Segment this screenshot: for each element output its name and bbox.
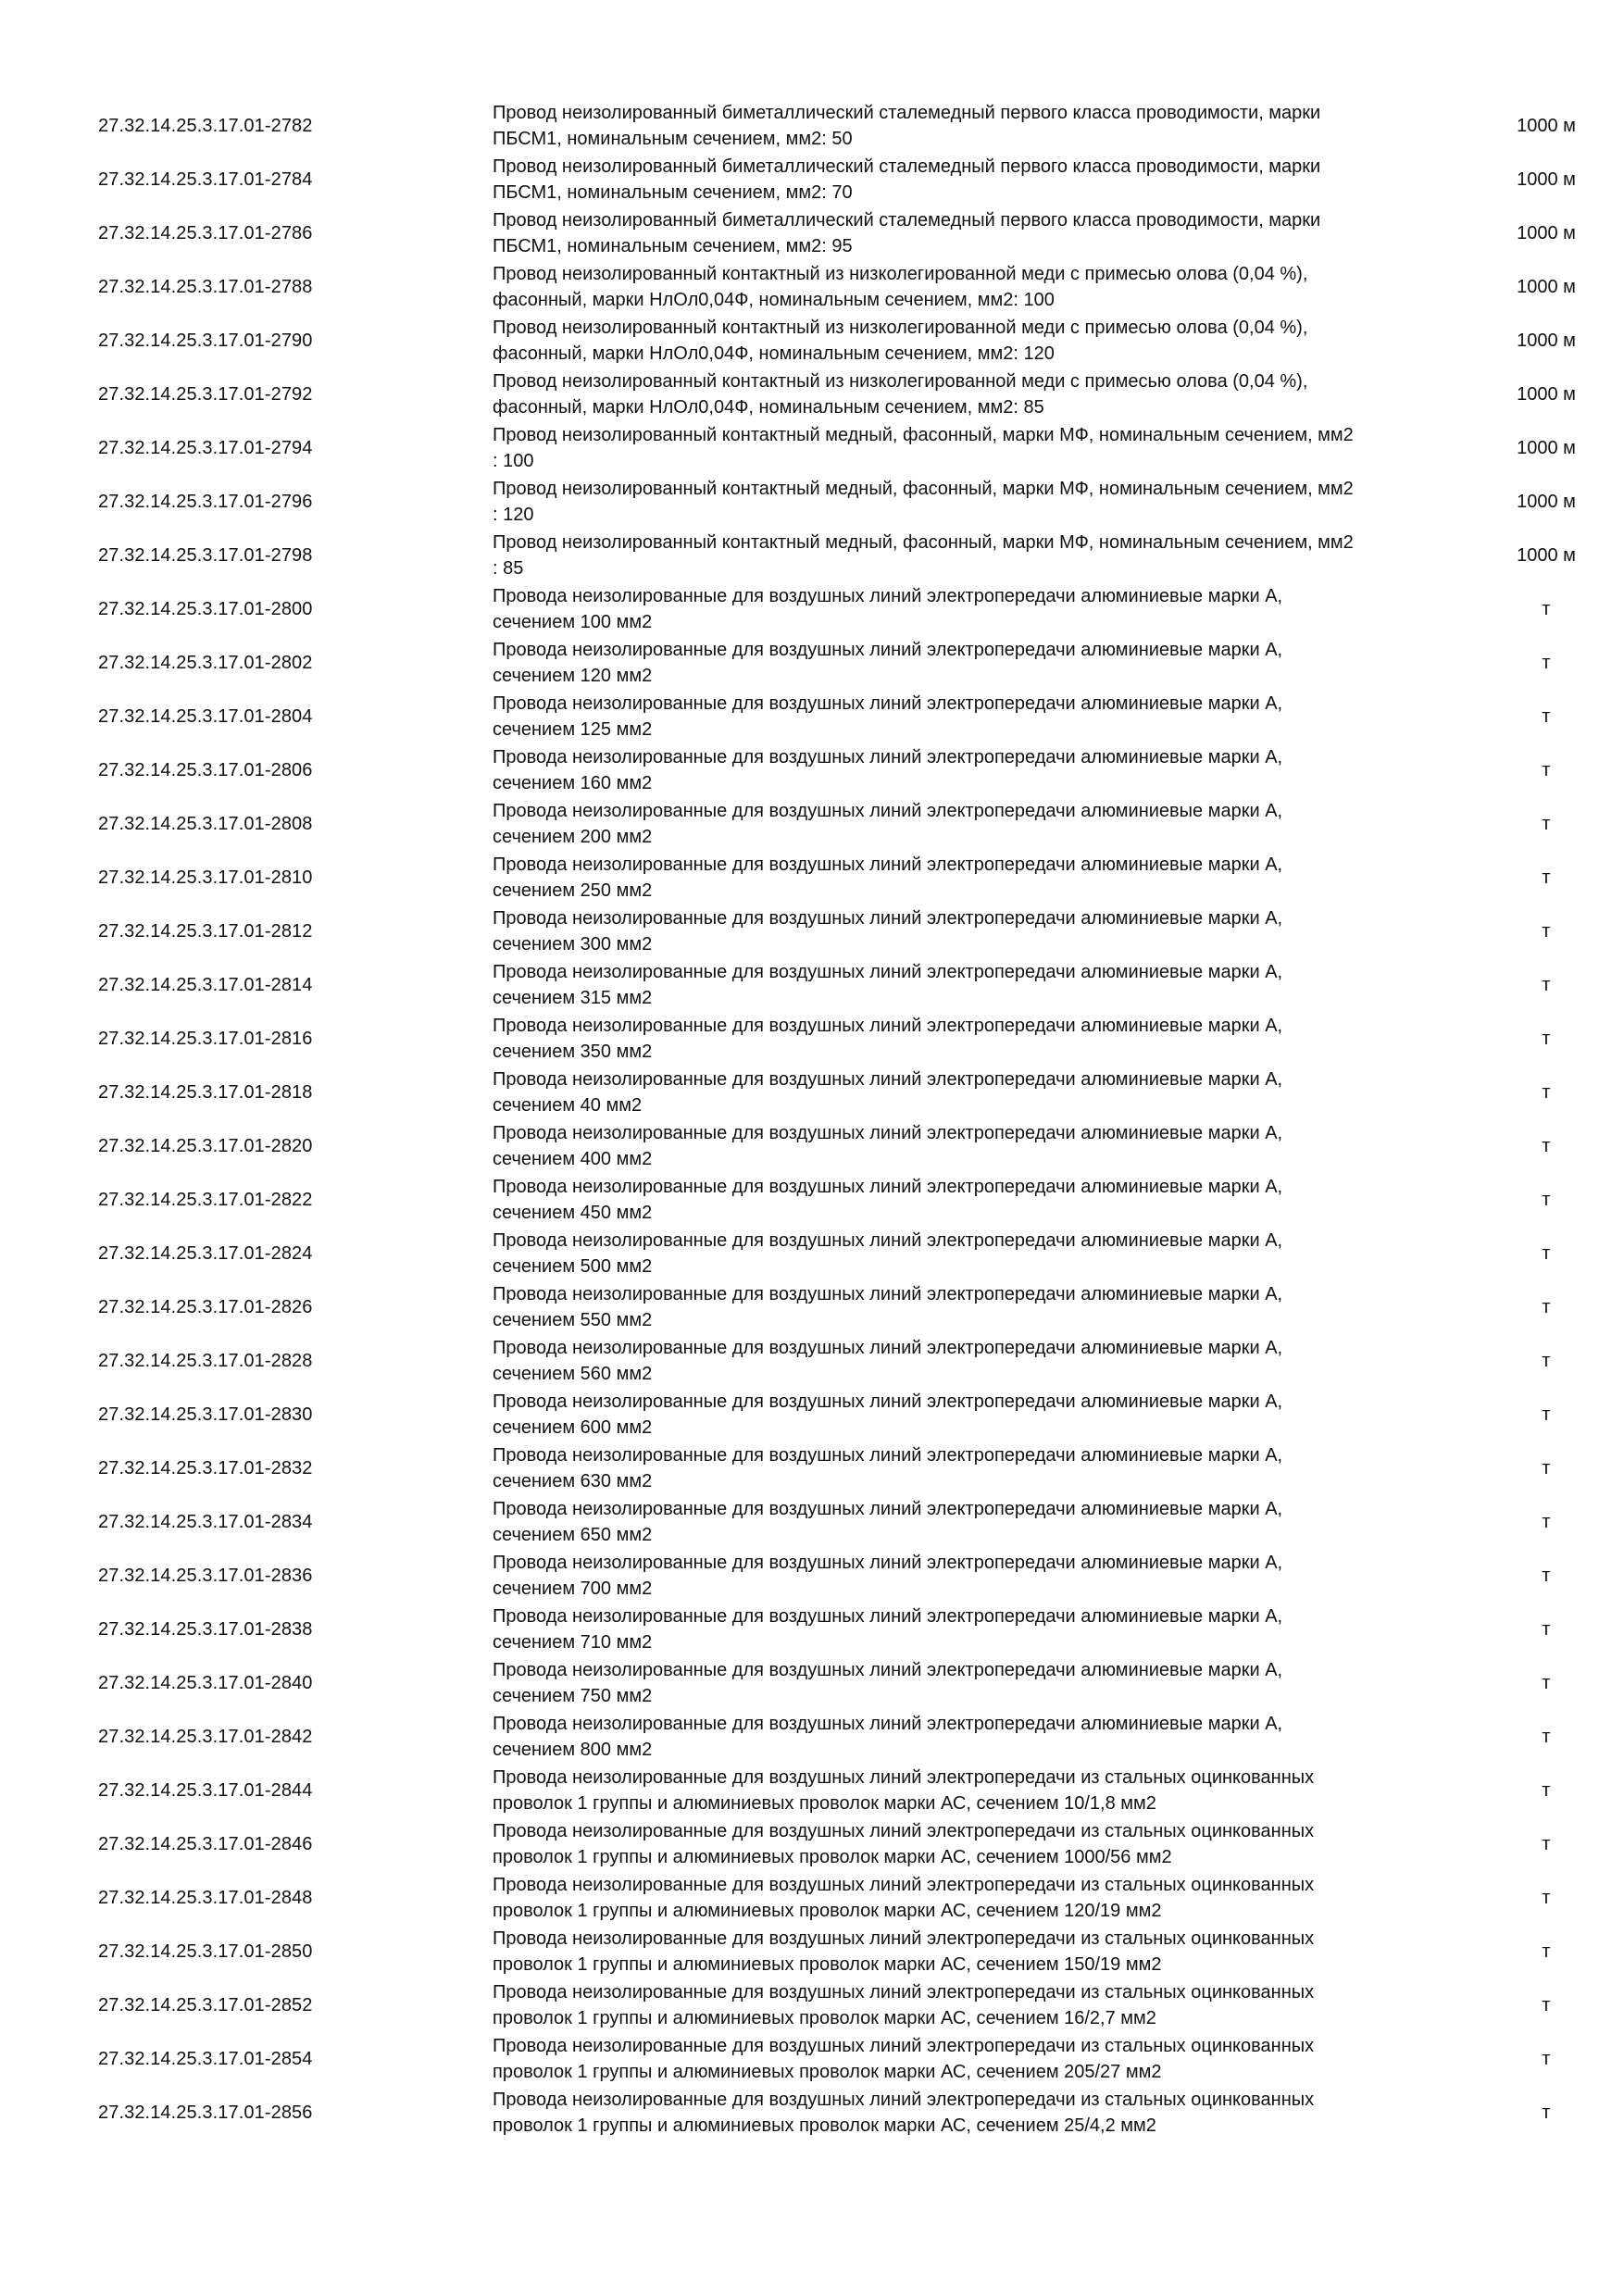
row-description-line: Провода неизолированные для воздушных линий электропередачи алюминиевые марки А,	[493, 1123, 1283, 1143]
row-description	[493, 797, 1465, 851]
row-description-line: проволок 1 группы и алюминиевых проволок марки АС, сечением 25/4,2 мм2	[493, 2115, 1156, 2136]
row-description-line: ПБСМ1, номинальным сечением, мм2: 95	[493, 236, 853, 256]
row-unit: т	[1542, 1726, 1551, 1747]
row-description	[493, 1871, 1465, 1925]
table-row	[0, 1280, 1624, 1334]
row-description	[493, 743, 1465, 797]
row-unit: т	[1542, 1994, 1551, 2015]
row-code: 27.32.14.25.3.17.01-2818	[98, 1081, 313, 1103]
table-row	[0, 1227, 1624, 1280]
table-row	[0, 1388, 1624, 1441]
row-code: 27.32.14.25.3.17.01-2812	[98, 920, 313, 942]
row-description	[493, 1817, 1465, 1871]
row-description	[493, 1334, 1465, 1388]
row-description-line: Провода неизолированные для воздушных линий электропередачи алюминиевые марки А,	[493, 1177, 1283, 1197]
row-description-line: Провод неизолированный контактный медный, фасонный, марки МФ, номинальным сечением, мм2	[493, 425, 1354, 445]
row-description	[493, 1710, 1465, 1764]
row-description-line: сечением 125 мм2	[493, 719, 653, 740]
row-description	[493, 421, 1465, 475]
row-unit: т	[1542, 1511, 1551, 1532]
row-unit: т	[1542, 1135, 1551, 1156]
table-row	[0, 1066, 1624, 1119]
row-description-line: Провода неизолированные для воздушных линий электропередачи алюминиевые марки А,	[493, 747, 1283, 767]
row-description-line: сечением 400 мм2	[493, 1149, 653, 1169]
row-description-line: Провода неизолированные для воздушных линий электропередачи алюминиевые марки А,	[493, 908, 1283, 929]
row-code: 27.32.14.25.3.17.01-2832	[98, 1457, 313, 1479]
row-description-line: Провода неизолированные для воздушных линий электропередачи алюминиевые марки А,	[493, 1499, 1283, 1519]
row-description-line: проволок 1 группы и алюминиевых проволок марки АС, сечением 10/1,8 мм2	[493, 1793, 1156, 1814]
row-code: 27.32.14.25.3.17.01-2816	[98, 1028, 313, 1049]
row-code: 27.32.14.25.3.17.01-2786	[98, 222, 313, 243]
row-description-line: проволок 1 группы и алюминиевых проволок марки АС, сечением 16/2,7 мм2	[493, 2008, 1156, 2028]
row-description	[493, 1012, 1465, 1066]
row-description	[493, 1656, 1465, 1710]
row-description	[493, 1441, 1465, 1495]
row-code: 27.32.14.25.3.17.01-2798	[98, 544, 313, 566]
row-description-line: Провод неизолированный контактный из низколегированной меди с примесью олова (0,04 %),	[493, 371, 1308, 392]
row-unit: т	[1542, 813, 1551, 834]
row-unit: т	[1542, 1565, 1551, 1586]
row-description	[493, 314, 1465, 368]
row-unit: т	[1542, 705, 1551, 727]
row-description	[493, 905, 1465, 958]
row-description-line: Провода неизолированные для воздушных линий электропередачи алюминиевые марки А,	[493, 1714, 1283, 1734]
row-unit: т	[1542, 1618, 1551, 1640]
row-description-line: фасонный, марки НлОл0,04Ф, номинальным сечением, мм2: 120	[493, 343, 1055, 364]
row-description-line: сечением 350 мм2	[493, 1042, 653, 1062]
row-description-line: Провод неизолированный контактный из низколегированной меди с примесью олова (0,04 %),	[493, 264, 1308, 284]
row-description-line: сечением 40 мм2	[493, 1095, 643, 1116]
table-row	[0, 1603, 1624, 1656]
table-row	[0, 743, 1624, 797]
row-unit: т	[1542, 1940, 1551, 1962]
row-code: 27.32.14.25.3.17.01-2810	[98, 867, 313, 888]
table-row	[0, 797, 1624, 851]
row-description-line: сечением 710 мм2	[493, 1632, 653, 1653]
row-description	[493, 2086, 1465, 2140]
row-description-line: Провода неизолированные для воздушных линий электропередачи алюминиевые марки А,	[493, 1016, 1283, 1036]
row-code: 27.32.14.25.3.17.01-2856	[98, 2102, 313, 2123]
row-code: 27.32.14.25.3.17.01-2802	[98, 652, 313, 673]
row-description	[493, 1925, 1465, 1978]
row-description-line: сечением 250 мм2	[493, 880, 653, 901]
row-description	[493, 1549, 1465, 1603]
table-row	[0, 421, 1624, 475]
row-description-line: сечением 315 мм2	[493, 988, 653, 1008]
row-unit: 1000 м	[1517, 168, 1576, 190]
row-unit: т	[1542, 652, 1551, 673]
row-description-line: Провода неизолированные для воздушных линий электропередачи алюминиевые марки А,	[493, 1553, 1283, 1573]
table-row	[0, 1012, 1624, 1066]
row-description-line: сечением 800 мм2	[493, 1740, 653, 1760]
row-code: 27.32.14.25.3.17.01-2790	[98, 330, 313, 351]
row-description-line: : 120	[493, 505, 534, 525]
row-description	[493, 1978, 1465, 2032]
row-unit: т	[1542, 1350, 1551, 1371]
table-row	[0, 1173, 1624, 1227]
row-unit: 1000 м	[1517, 115, 1576, 136]
table-row	[0, 529, 1624, 582]
row-unit: т	[1542, 1028, 1551, 1049]
row-description-line: Провода неизолированные для воздушных линий электропередачи алюминиевые марки А,	[493, 1445, 1283, 1466]
row-description	[493, 1388, 1465, 1441]
table-row	[0, 1925, 1624, 1978]
row-description-line: Провода неизолированные для воздушных линий электропередачи из стальных оцинкованных	[493, 1928, 1315, 1949]
row-description-line: Провода неизолированные для воздушных линий электропередачи из стальных оцинкованных	[493, 1982, 1315, 2003]
row-description-line: сечением 160 мм2	[493, 773, 653, 793]
row-description-line: Провод неизолированный контактный медный, фасонный, марки МФ, номинальным сечением, мм2	[493, 532, 1354, 553]
row-description-line: проволок 1 группы и алюминиевых проволок марки АС, сечением 150/19 мм2	[493, 1954, 1162, 1975]
row-unit: т	[1542, 867, 1551, 888]
row-code: 27.32.14.25.3.17.01-2782	[98, 115, 313, 136]
table-row	[0, 1441, 1624, 1495]
row-unit: 1000 м	[1517, 222, 1576, 243]
row-code: 27.32.14.25.3.17.01-2844	[98, 1779, 313, 1801]
row-code: 27.32.14.25.3.17.01-2830	[98, 1404, 313, 1425]
row-unit: т	[1542, 1296, 1551, 1317]
row-unit: 1000 м	[1517, 330, 1576, 351]
row-unit: т	[1542, 1672, 1551, 1693]
row-description-line: Провода неизолированные для воздушных линий электропередачи алюминиевые марки А,	[493, 1606, 1283, 1627]
row-description-line: Провода неизолированные для воздушных линий электропередачи алюминиевые марки А,	[493, 962, 1283, 982]
table-row	[0, 1710, 1624, 1764]
row-description	[493, 582, 1465, 636]
row-unit: т	[1542, 1887, 1551, 1908]
row-description-line: сечением 630 мм2	[493, 1471, 653, 1491]
table-row	[0, 905, 1624, 958]
row-description	[493, 1119, 1465, 1173]
table-row	[0, 153, 1624, 206]
row-description-line: Провода неизолированные для воздушных линий электропередачи алюминиевые марки А,	[493, 693, 1283, 714]
row-code: 27.32.14.25.3.17.01-2848	[98, 1887, 313, 1908]
table-row	[0, 2032, 1624, 2086]
row-description-line: сечением 200 мм2	[493, 827, 653, 847]
row-description-line: : 85	[493, 558, 524, 579]
table-row	[0, 1549, 1624, 1603]
table-row	[0, 1764, 1624, 1817]
row-unit: т	[1542, 974, 1551, 995]
row-code: 27.32.14.25.3.17.01-2800	[98, 598, 313, 619]
table-row	[0, 1334, 1624, 1388]
row-description	[493, 1280, 1465, 1334]
table-row	[0, 958, 1624, 1012]
row-description	[493, 1764, 1465, 1817]
row-code: 27.32.14.25.3.17.01-2808	[98, 813, 313, 834]
row-description	[493, 206, 1465, 260]
row-description	[493, 1227, 1465, 1280]
row-code: 27.32.14.25.3.17.01-2784	[98, 168, 313, 190]
row-description-line: Провода неизолированные для воздушных линий электропередачи алюминиевые марки А,	[493, 586, 1283, 606]
row-code: 27.32.14.25.3.17.01-2828	[98, 1350, 313, 1371]
row-description-line: сечением 750 мм2	[493, 1686, 653, 1706]
row-description	[493, 636, 1465, 690]
row-description-line: сечением 120 мм2	[493, 666, 653, 686]
row-description-line: Провода неизолированные для воздушных линий электропередачи из стальных оцинкованных	[493, 1875, 1315, 1895]
table-row	[0, 475, 1624, 529]
row-unit: т	[1542, 1242, 1551, 1264]
row-code: 27.32.14.25.3.17.01-2806	[98, 759, 313, 780]
row-code: 27.32.14.25.3.17.01-2792	[98, 383, 313, 405]
row-unit: 1000 м	[1517, 491, 1576, 512]
row-unit: т	[1542, 1404, 1551, 1425]
row-description-line: Провода неизолированные для воздушных линий электропередачи алюминиевые марки А,	[493, 801, 1283, 821]
table-row	[0, 206, 1624, 260]
table-row	[0, 1817, 1624, 1871]
table-row	[0, 851, 1624, 905]
row-description-line: проволок 1 группы и алюминиевых проволок марки АС, сечением 205/27 мм2	[493, 2062, 1162, 2082]
table-row	[0, 636, 1624, 690]
row-code: 27.32.14.25.3.17.01-2820	[98, 1135, 313, 1156]
row-unit: 1000 м	[1517, 437, 1576, 458]
table-row	[0, 1978, 1624, 2032]
row-unit: 1000 м	[1517, 383, 1576, 405]
row-unit: т	[1542, 920, 1551, 942]
table-row	[0, 314, 1624, 368]
row-description-line: Провод неизолированный контактный из низколегированной меди с примесью олова (0,04 %),	[493, 318, 1308, 338]
row-unit: т	[1542, 2102, 1551, 2123]
table-row	[0, 1656, 1624, 1710]
row-description-line: Провода неизолированные для воздушных линий электропередачи алюминиевые марки А,	[493, 1069, 1283, 1090]
table-row	[0, 690, 1624, 743]
row-code: 27.32.14.25.3.17.01-2834	[98, 1511, 313, 1532]
row-description-line: Провода неизолированные для воздушных линий электропередачи из стальных оцинкованных	[493, 1821, 1315, 1841]
row-code: 27.32.14.25.3.17.01-2836	[98, 1565, 313, 1586]
table-row	[0, 2086, 1624, 2140]
row-unit: т	[1542, 1189, 1551, 1210]
row-code: 27.32.14.25.3.17.01-2796	[98, 491, 313, 512]
row-description-line: Провода неизолированные для воздушных линий электропередачи из стальных оцинкованных	[493, 2090, 1315, 2110]
row-description	[493, 368, 1465, 421]
row-description	[493, 958, 1465, 1012]
row-unit: 1000 м	[1517, 544, 1576, 566]
row-description-line: Провод неизолированный контактный медный, фасонный, марки МФ, номинальным сечением, мм2	[493, 479, 1354, 499]
row-description-line: ПБСМ1, номинальным сечением, мм2: 70	[493, 182, 853, 203]
row-unit: т	[1542, 759, 1551, 780]
row-unit: т	[1542, 2048, 1551, 2069]
row-code: 27.32.14.25.3.17.01-2854	[98, 2048, 313, 2069]
row-code: 27.32.14.25.3.17.01-2824	[98, 1242, 313, 1264]
row-description-line: сечением 550 мм2	[493, 1310, 653, 1330]
row-description	[493, 1495, 1465, 1549]
row-description	[493, 529, 1465, 582]
row-code: 27.32.14.25.3.17.01-2826	[98, 1296, 313, 1317]
row-unit: т	[1542, 1457, 1551, 1479]
row-code: 27.32.14.25.3.17.01-2814	[98, 974, 313, 995]
row-description-line: Провода неизолированные для воздушных линий электропередачи из стальных оцинкованных	[493, 1767, 1315, 1788]
row-code: 27.32.14.25.3.17.01-2822	[98, 1189, 313, 1210]
row-description-line: сечением 650 мм2	[493, 1525, 653, 1545]
row-description-line: сечением 560 мм2	[493, 1364, 653, 1384]
table-row	[0, 582, 1624, 636]
row-description-line: Провода неизолированные для воздушных линий электропередачи алюминиевые марки А,	[493, 640, 1283, 660]
row-description-line: проволок 1 группы и алюминиевых проволок марки АС, сечением 120/19 мм2	[493, 1901, 1162, 1921]
row-description	[493, 153, 1465, 206]
row-description	[493, 260, 1465, 314]
row-description-line: Провода неизолированные для воздушных линий электропередачи алюминиевые марки А,	[493, 1338, 1283, 1358]
row-description	[493, 2032, 1465, 2086]
row-description-line: сечением 500 мм2	[493, 1256, 653, 1277]
row-unit: 1000 м	[1517, 276, 1576, 297]
table-row	[0, 1871, 1624, 1925]
row-description-line: фасонный, марки НлОл0,04Ф, номинальным сечением, мм2: 100	[493, 290, 1055, 310]
row-code: 27.32.14.25.3.17.01-2852	[98, 1994, 313, 2015]
row-unit: т	[1542, 1833, 1551, 1854]
row-code: 27.32.14.25.3.17.01-2840	[98, 1672, 313, 1693]
row-unit: т	[1542, 1779, 1551, 1801]
row-description-line: сечением 100 мм2	[493, 612, 653, 632]
row-description	[493, 1066, 1465, 1119]
row-description-line: Провод неизолированный биметаллический сталемедный первого класса проводимости, марки	[493, 210, 1321, 231]
row-description-line: Провод неизолированный биметаллический сталемедный первого класса проводимости, марки	[493, 103, 1321, 123]
row-code: 27.32.14.25.3.17.01-2850	[98, 1940, 313, 1962]
row-unit: т	[1542, 1081, 1551, 1103]
row-description-line: Провода неизолированные для воздушных линий электропередачи алюминиевые марки А,	[493, 855, 1283, 875]
row-code: 27.32.14.25.3.17.01-2794	[98, 437, 313, 458]
row-description	[493, 99, 1465, 153]
row-description	[493, 1603, 1465, 1656]
row-description-line: : 100	[493, 451, 534, 471]
row-description-line: Провода неизолированные для воздушных линий электропередачи алюминиевые марки А,	[493, 1230, 1283, 1251]
table-row	[0, 260, 1624, 314]
row-description-line: Провода неизолированные для воздушных линий электропередачи алюминиевые марки А,	[493, 1284, 1283, 1304]
row-description-line: Провода неизолированные для воздушных линий электропередачи алюминиевые марки А,	[493, 1391, 1283, 1412]
row-description	[493, 690, 1465, 743]
row-description-line: Провода неизолированные для воздушных линий электропередачи из стальных оцинкованных	[493, 2036, 1315, 2056]
row-code: 27.32.14.25.3.17.01-2804	[98, 705, 313, 727]
row-unit: т	[1542, 598, 1551, 619]
table-row	[0, 99, 1624, 153]
table-row	[0, 368, 1624, 421]
row-code: 27.32.14.25.3.17.01-2788	[98, 276, 313, 297]
table-row	[0, 1495, 1624, 1549]
row-description	[493, 475, 1465, 529]
row-code: 27.32.14.25.3.17.01-2842	[98, 1726, 313, 1747]
row-description	[493, 1173, 1465, 1227]
row-description-line: фасонный, марки НлОл0,04Ф, номинальным сечением, мм2: 85	[493, 397, 1044, 418]
row-code: 27.32.14.25.3.17.01-2846	[98, 1833, 313, 1854]
row-description-line: сечением 450 мм2	[493, 1203, 653, 1223]
row-description-line: сечением 600 мм2	[493, 1417, 653, 1438]
row-description-line: Провод неизолированный биметаллический сталемедный первого класса проводимости, марки	[493, 156, 1321, 177]
row-description-line: проволок 1 группы и алюминиевых проволок марки АС, сечением 1000/56 мм2	[493, 1847, 1172, 1867]
table-row	[0, 1119, 1624, 1173]
row-description-line: сечением 700 мм2	[493, 1578, 653, 1599]
row-description-line: ПБСМ1, номинальным сечением, мм2: 50	[493, 129, 853, 149]
row-code: 27.32.14.25.3.17.01-2838	[98, 1618, 313, 1640]
row-description-line: Провода неизолированные для воздушных линий электропередачи алюминиевые марки А,	[493, 1660, 1283, 1680]
row-description-line: сечением 300 мм2	[493, 934, 653, 955]
row-description	[493, 851, 1465, 905]
